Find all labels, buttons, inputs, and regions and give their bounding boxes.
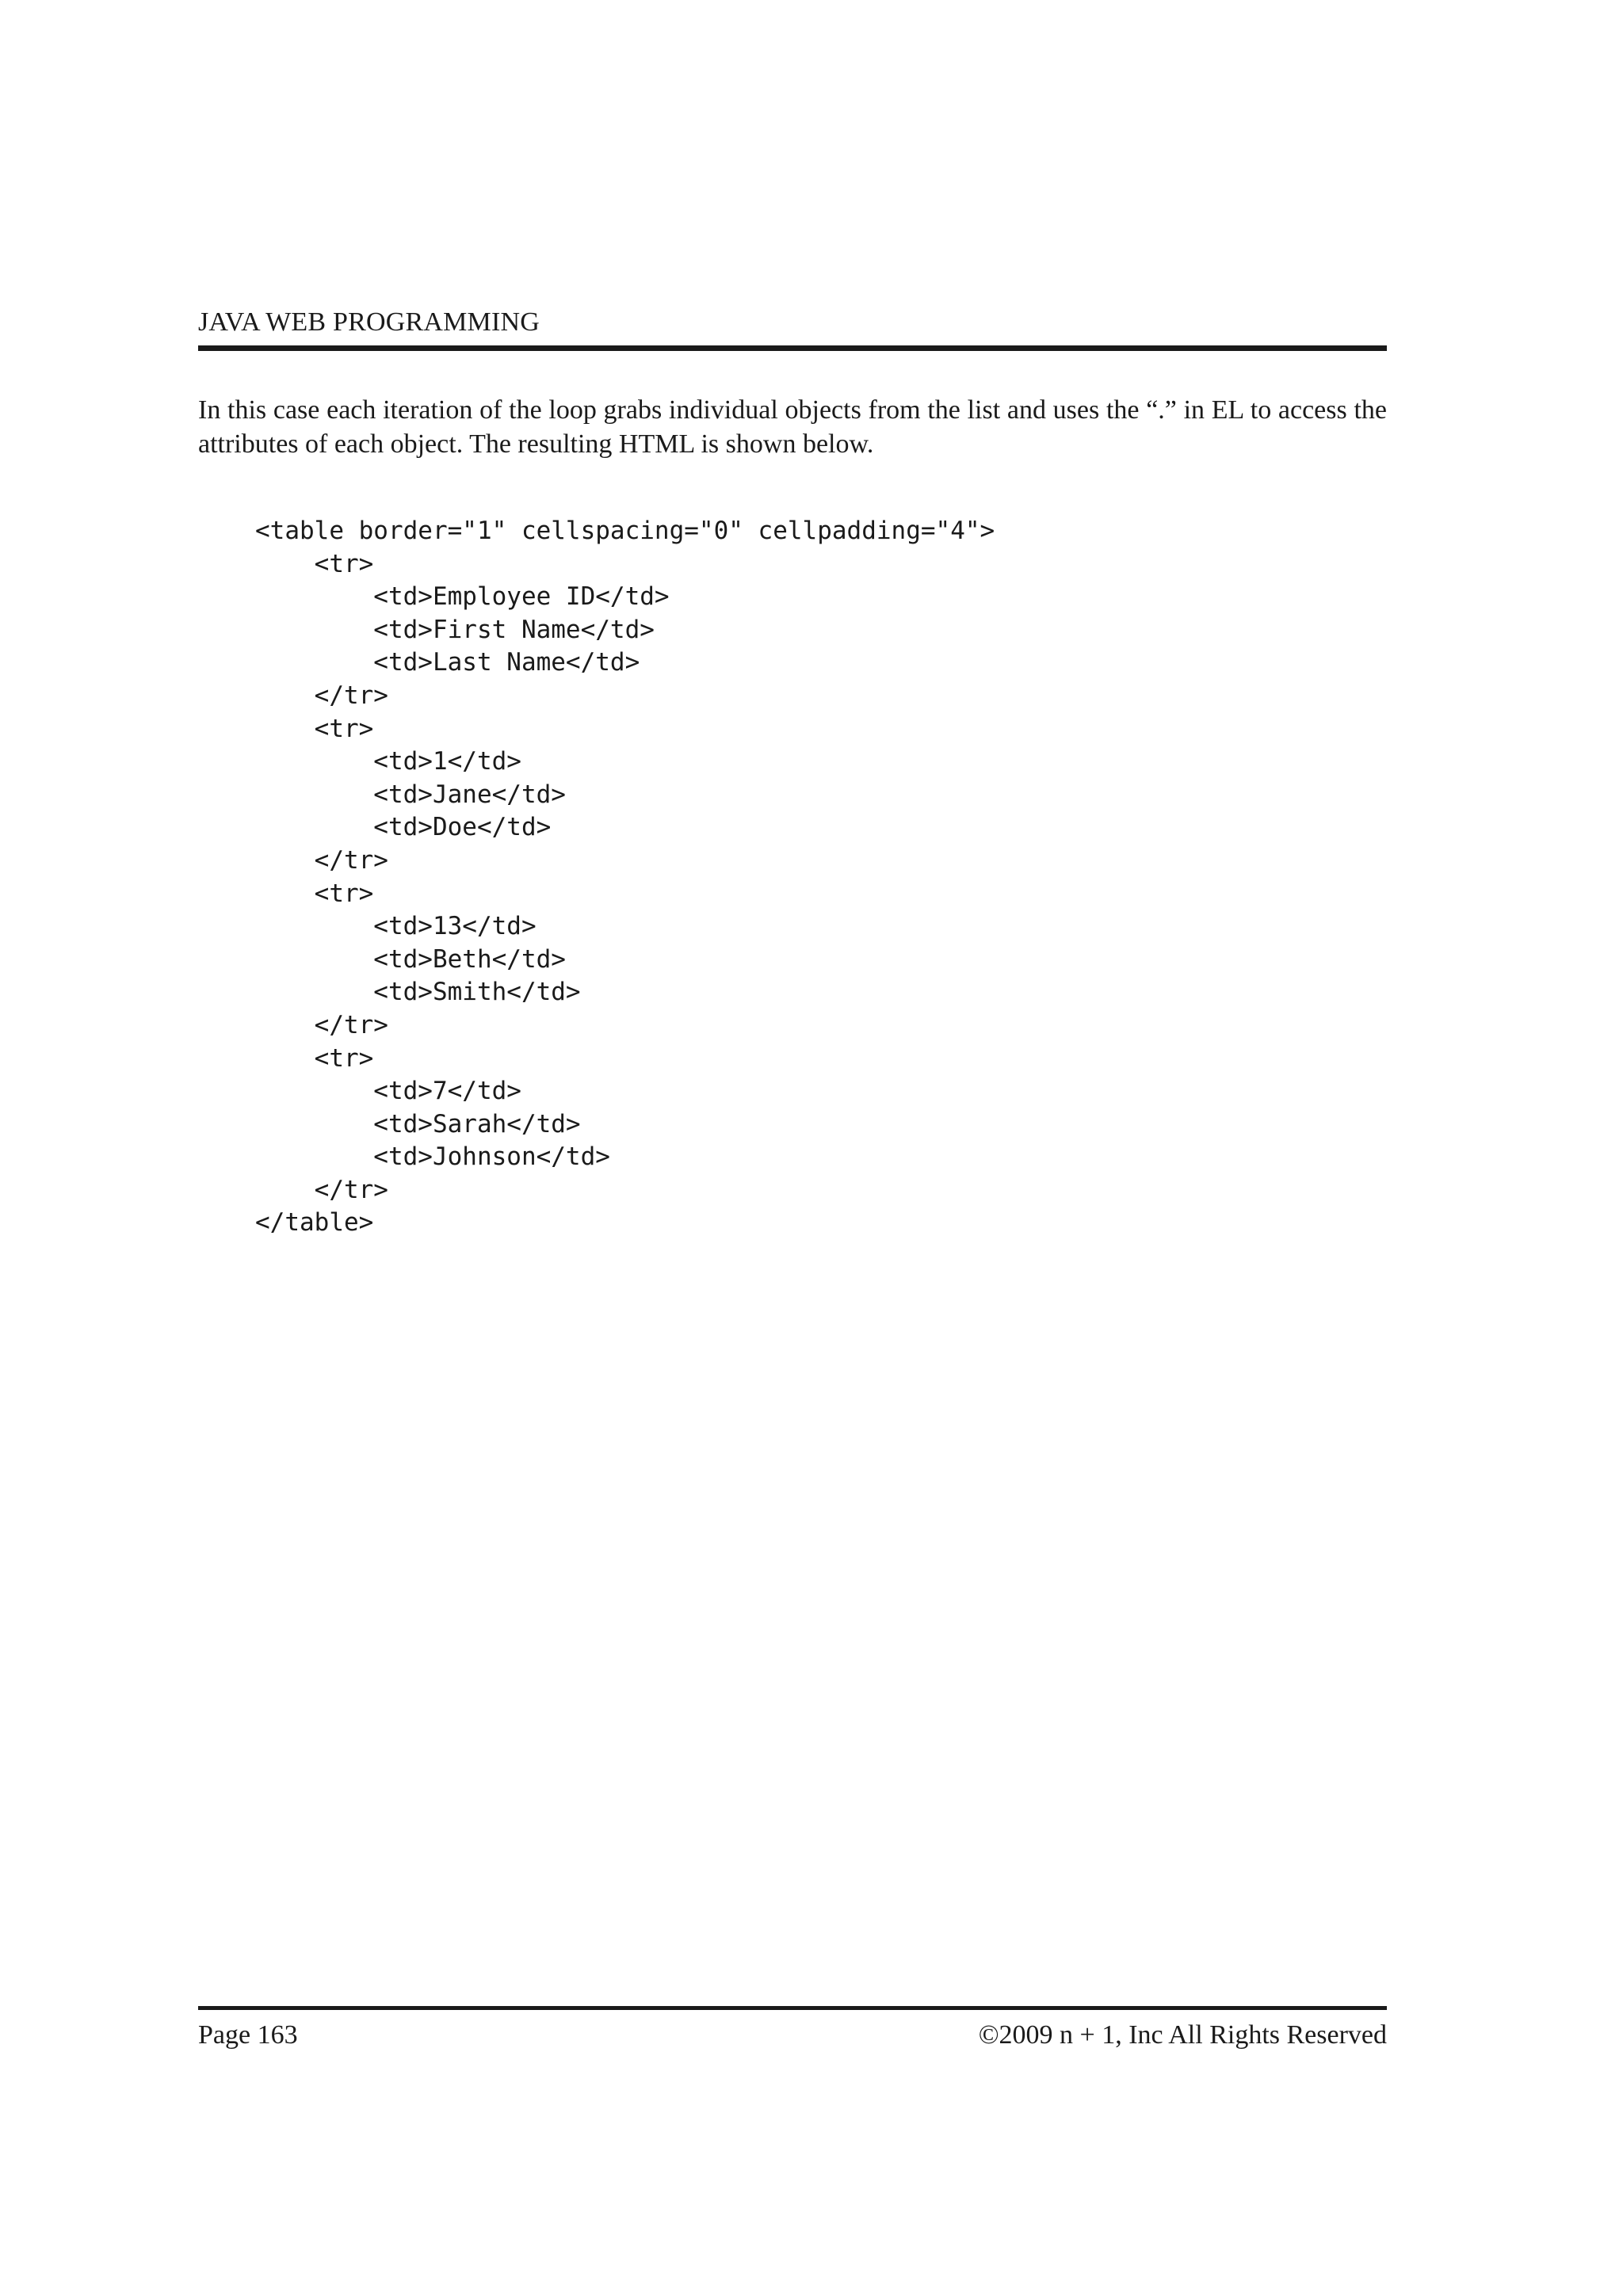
code-line: <td>Last Name</td> bbox=[255, 648, 640, 677]
code-line: </tr> bbox=[255, 1010, 388, 1039]
footer-rule bbox=[198, 2006, 1387, 2010]
code-line: <table border="1" cellspacing="0" cellpadding="4"> bbox=[255, 517, 995, 545]
copyright-notice: ©2009 n + 1, Inc All Rights Reserved bbox=[978, 2020, 1387, 2050]
code-line: <td>Doe</td> bbox=[255, 813, 552, 842]
header-rule bbox=[198, 345, 1387, 351]
code-line: <td>Beth</td> bbox=[255, 944, 566, 974]
code-line: <td>Sarah</td> bbox=[255, 1109, 581, 1138]
page-number: Page 163 bbox=[198, 2020, 298, 2050]
code-line: <tr> bbox=[255, 1043, 374, 1073]
code-line: <td>Jane</td> bbox=[255, 780, 566, 809]
code-line: <td>Smith</td> bbox=[255, 978, 581, 1007]
code-line: <td>Employee ID</td> bbox=[255, 582, 670, 612]
code-line: <td>13</td> bbox=[255, 912, 537, 941]
code-line: </tr> bbox=[255, 845, 388, 875]
running-header: JAVA WEB PROGRAMMING bbox=[198, 307, 540, 337]
code-line: <td>First Name</td> bbox=[255, 615, 655, 644]
code-line: <td>1</td> bbox=[255, 747, 521, 776]
code-line: <tr> bbox=[255, 879, 374, 908]
code-line: <td>Johnson</td> bbox=[255, 1142, 610, 1172]
code-listing bbox=[255, 515, 1381, 1240]
code-line: </tr> bbox=[255, 681, 388, 710]
code-line: <tr> bbox=[255, 714, 374, 743]
code-line: </table> bbox=[255, 1208, 374, 1238]
body-paragraph: In this case each iteration of the loop grabs individual objects from the list and uses the “.” in EL to access the attributes of each object. The resulting HTML is shown below. bbox=[198, 395, 1387, 459]
code-line: <tr> bbox=[255, 549, 374, 578]
code-line: <td>7</td> bbox=[255, 1077, 521, 1106]
code-line: </tr> bbox=[255, 1175, 388, 1204]
